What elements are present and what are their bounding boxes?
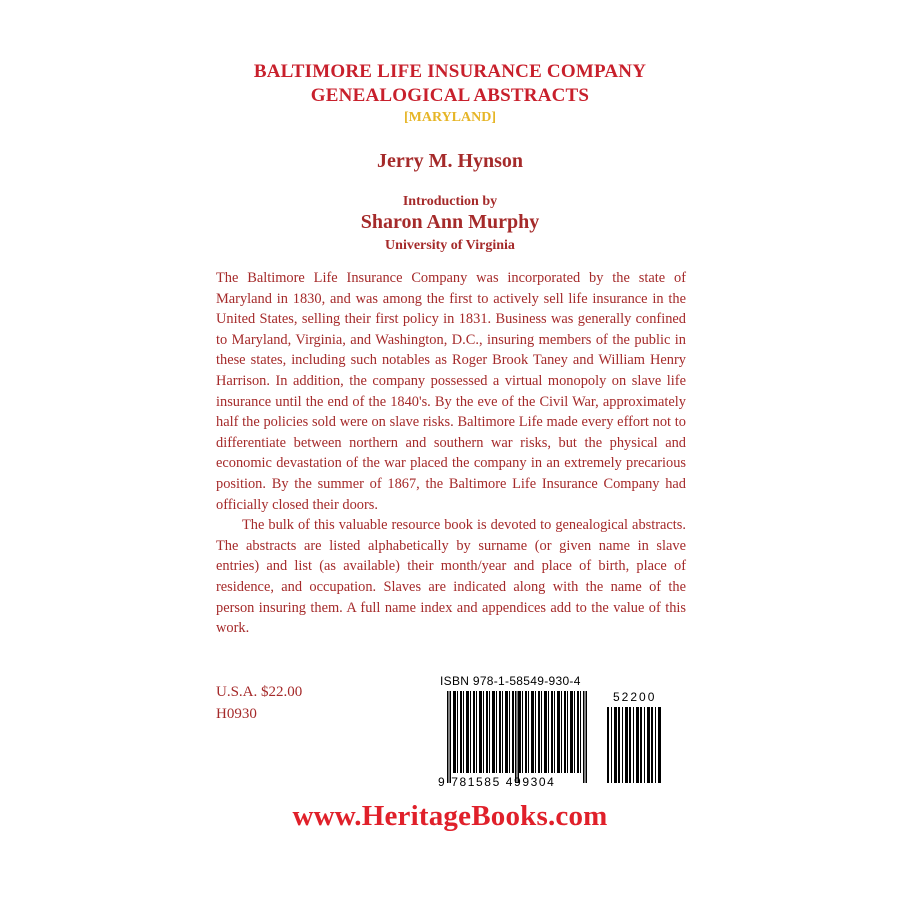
barcode-guard-left	[447, 691, 451, 783]
description	[216, 268, 686, 639]
price-addon-code: 52200	[613, 690, 657, 704]
description-paragraph-1: The Baltimore Life Insurance Company was incorporated by the state of Maryland in 1830, and was among the first to actively sell life insurance in the United States, selling their first policy in 1831. Business was generally confined to Maryland, Virginia, and Washington, D.C., insuring members of the public in these states, including such notables as Roger Brook Taney and William Henry Harrison. In addition, the company possessed a virtual monopoly on slave life insurance until the end of the 1840's. By the eve of the Civil War, approximately half the policies sold were on slave risks. Baltimore Life made every effort not to differentiate between northern and southern war risks, but the physical and economic devastation of the war placed the company in an extremely precarious position. By the summer of 1867, the Baltimore Life Insurance Company had officially closed their doors.	[216, 270, 686, 513]
barcode-guard-right	[583, 691, 587, 783]
product-code: H0930	[216, 706, 257, 722]
introduction-label: Introduction by	[402, 194, 498, 209]
price-amount: U.S.A. $22.00	[216, 684, 303, 700]
publisher-website: www.HeritageBooks.com	[292, 800, 608, 832]
ean-barcode-bars	[447, 691, 587, 773]
author-name: Jerry M. Hynson	[376, 150, 524, 172]
isbn-label: ISBN 978-1-58549-930-4	[440, 674, 581, 688]
price-addon-bars	[607, 707, 662, 783]
isbn-barcode	[435, 674, 685, 802]
price-block	[216, 681, 302, 725]
barcode-guard-middle	[515, 691, 519, 783]
introduction-author: Sharon Ann Murphy	[360, 211, 540, 233]
book-state-subtitle: [MARYLAND]	[403, 110, 497, 125]
introduction-affiliation: University of Virginia	[385, 238, 515, 253]
description-paragraph-2: The bulk of this valuable resource book is devoted to genealogical abstracts. The abstracts are listed alphabetically by surname (or given name in slave entries) and list (as available) their month/year and place of birth, place of residence, and occupation. Slaves are indicated along with the name of the person insuring them. A full name index and appendices add to the value of this work.	[216, 517, 686, 637]
isbn-digits: 9 781585 499304	[438, 775, 556, 789]
book-title-line-2: GENEALOGICAL ABSTRACTS	[310, 85, 590, 106]
book-title-line-1: BALTIMORE LIFE INSURANCE COMPANY	[253, 61, 647, 82]
back-cover	[210, 0, 690, 900]
